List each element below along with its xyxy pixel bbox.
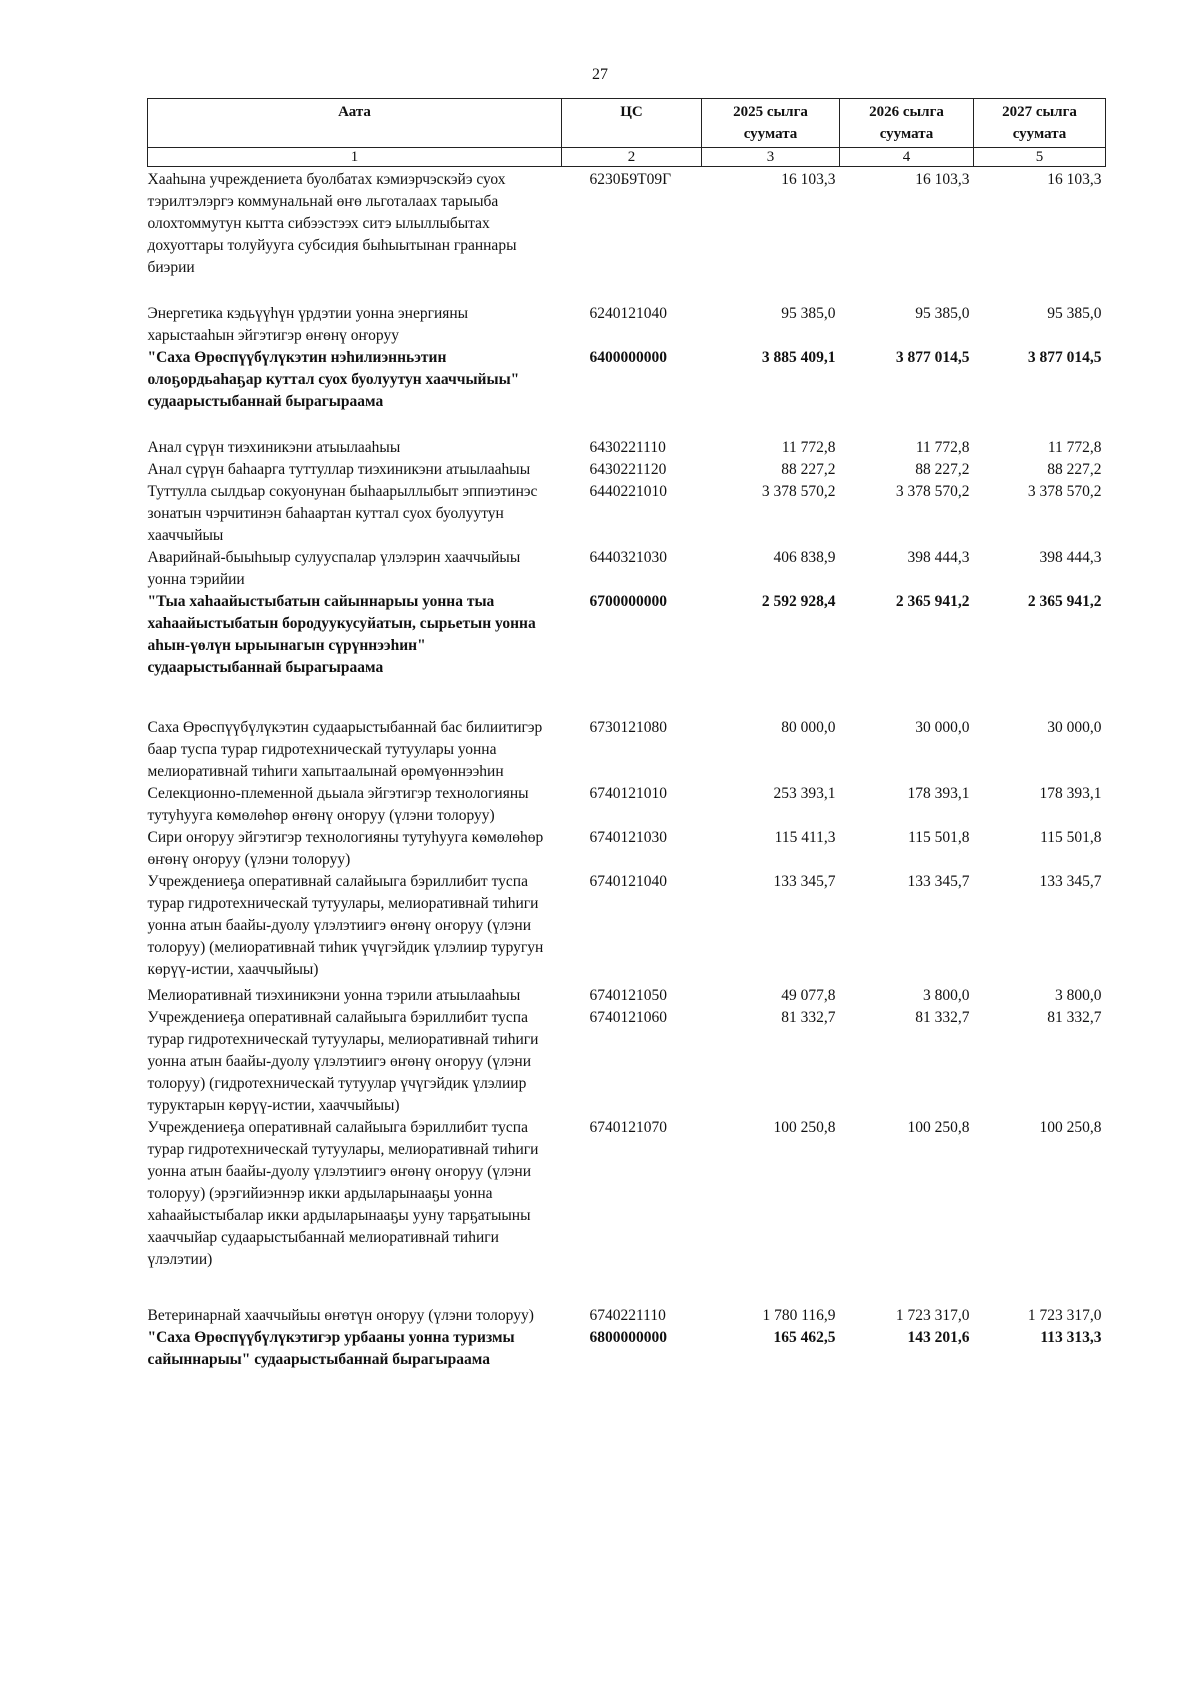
row-value-2027: 178 393,1	[1039, 785, 1102, 802]
row-value-2026: 2 365 941,2	[895, 593, 970, 610]
row-code: 6240121040	[589, 305, 667, 322]
row-value-2026: 178 393,1	[907, 785, 970, 802]
row-value-2025: 100 250,8	[773, 1119, 836, 1136]
table-row	[148, 303, 1106, 347]
row-name: "Саха Өрөспүүбүлүкэтин нэһилиэнньэтин олоҕордьаһаҕар куттал суох буолуутун хааччыйыы" судаарыстыбаннай бырагыраама	[147, 349, 520, 410]
row-name: Селекционно-племенной дьыала эйгэтигэр технологияны тутуһууга көмөлөһөр өҥөнү оҥоруу (үлэни толоруу)	[147, 785, 529, 824]
row-value-2026: 30 000,0	[915, 719, 970, 736]
row-value-2026: 81 332,7	[915, 1009, 970, 1026]
row-code: 6740221110	[589, 1307, 666, 1324]
row-name: Мелиоративнай тиэхиникэни уонна тэрили атыылааһыы	[147, 987, 521, 1004]
row-value-2026: 95 385,0	[915, 305, 970, 322]
row-value-2027: 1 723 317,0	[1027, 1307, 1102, 1324]
table-row	[148, 591, 1106, 717]
row-name: Туттулла сылдьар сокуонунан быһаарыллыбыт эппиэтинэс зонатын чэрчитинэн баһаартан куттал суох буолуутун хааччыйыы	[147, 483, 538, 544]
budget-table	[147, 98, 1106, 1371]
column-number: 3	[702, 148, 840, 167]
row-name: Ветеринарнай хааччыйыы өҥөтүн оҥоруу (үлэни толоруу)	[147, 1307, 534, 1324]
row-value-2027: 3 877 014,5	[1027, 349, 1102, 366]
row-value-2027: 81 332,7	[1047, 1009, 1102, 1026]
table-row	[148, 1305, 1106, 1327]
row-value-2026: 88 227,2	[915, 461, 970, 478]
row-name: Учреждениеҕа оперативнай салайыыга бэриллибит туспа турар гидротехническай тутуулары, мелиоративнай тиһиги уонна атын баайы-дуолу үлэлэтиигэ өҥөнү оҥоруу (үлэни толоруу) (эрэгийиэннэр икки ардыларынааҕы уонна хаһаайыстыбалар икки ардыларынааҕы ууну тарҕатыыны хааччыйар судаарыстыбаннай мелиоративнай тиһиги үлэлэтии)	[147, 1119, 539, 1268]
row-value-2027: 398 444,3	[1039, 549, 1102, 566]
row-code: 6740121040	[589, 873, 667, 890]
table-row	[148, 481, 1106, 547]
row-code: 6740121030	[589, 829, 667, 846]
table-row	[148, 167, 1106, 304]
row-code: 6800000000	[589, 1329, 667, 1346]
row-value-2027: 88 227,2	[1047, 461, 1102, 478]
row-value-2027: 113 313,3	[1040, 1329, 1102, 1346]
row-value-2027: 3 378 570,2	[1027, 483, 1102, 500]
row-value-2027: 11 772,8	[1047, 439, 1102, 456]
row-code: 6740121010	[589, 785, 667, 802]
row-value-2025: 95 385,0	[781, 305, 836, 322]
row-name: Анал сүрүн баһаарга туттуллар тиэхиникэни атыылааһыы	[147, 461, 531, 478]
header-2025: 2025 сылга суумата	[702, 99, 840, 148]
page-number: 27	[592, 66, 608, 83]
row-value-2026: 16 103,3	[915, 171, 970, 188]
column-number: 1	[148, 148, 562, 167]
row-code: 6440221010	[589, 483, 667, 500]
table-row	[148, 985, 1106, 1007]
row-value-2025: 11 772,8	[781, 439, 836, 456]
row-value-2026: 143 201,6	[907, 1329, 970, 1346]
row-code: 6430221110	[589, 439, 666, 456]
row-code: 6700000000	[589, 593, 667, 610]
table-row	[148, 1007, 1106, 1117]
row-value-2025: 406 838,9	[773, 549, 836, 566]
row-value-2027: 115 501,8	[1040, 829, 1102, 846]
table-row	[148, 783, 1106, 827]
row-name: Учреждениеҕа оперативнай салайыыга бэриллибит туспа турар гидротехническай тутуулары, мелиоративнай тиһиги уонна атын баайы-дуолу үлэлэтиигэ өҥөнү оҥоруу (үлэни толоруу) (гидротехническай тутуулар үчүгэйдик үлэлиир туруктарын көрүү-истии, хааччыйыы)	[147, 1009, 539, 1114]
row-value-2025: 16 103,3	[781, 171, 836, 188]
column-number: 5	[974, 148, 1106, 167]
table-row	[148, 547, 1106, 591]
row-code: 6440321030	[589, 549, 667, 566]
row-value-2025: 88 227,2	[781, 461, 836, 478]
row-value-2027: 95 385,0	[1047, 305, 1102, 322]
row-name: Хааһына учреждениета буолбатах кэмиэрчэскэйэ суох тэрилтэлэргэ коммунальнай өҥө льготалаах тарыыба олохтоммутун кытта сибээстээх ситэ ылыллыбытах дохуоттары толуйууга субсидия быһыытынан граннары биэрии	[147, 171, 517, 276]
row-code: 6400000000	[589, 349, 667, 366]
row-value-2025: 165 462,5	[773, 1329, 836, 1346]
row-value-2027: 16 103,3	[1047, 171, 1102, 188]
row-value-2025: 3 885 409,1	[761, 349, 836, 366]
row-name: Учреждениеҕа оперативнай салайыыга бэриллибит туспа турар гидротехническай тутуулары, мелиоративнай тиһиги уонна атын баайы-дуолу үлэлэтиигэ өҥөнү оҥоруу (үлэни толоруу) (мелиоративнай тиһик үчүгэйдик үлэлиир туругун көрүү-истии, хааччыйыы)	[147, 873, 544, 978]
row-code: 6430221120	[589, 461, 667, 478]
row-value-2027: 30 000,0	[1047, 719, 1102, 736]
header-code: ЦС	[562, 99, 702, 148]
table-row	[148, 827, 1106, 871]
table-row	[148, 871, 1106, 985]
table-row	[148, 347, 1106, 437]
column-numbers-row	[148, 148, 1106, 167]
row-name: Аварийнай-быыһыыр сулууспалар үлэлэрин хааччыйыы уонна тэрийии	[147, 549, 521, 588]
row-value-2025: 81 332,7	[781, 1009, 836, 1026]
row-value-2026: 100 250,8	[907, 1119, 970, 1136]
row-value-2027: 3 800,0	[1055, 987, 1102, 1004]
table-row	[148, 717, 1106, 783]
table-row	[148, 1327, 1106, 1371]
row-value-2026: 398 444,3	[907, 549, 970, 566]
table-row	[148, 459, 1106, 481]
row-value-2026: 115 501,8	[908, 829, 970, 846]
row-code: 6230Б9Т09Г	[589, 171, 672, 188]
row-value-2026: 3 877 014,5	[895, 349, 970, 366]
row-value-2025: 1 780 116,9	[762, 1307, 836, 1324]
header-name: Аата	[148, 99, 562, 148]
row-value-2026: 3 800,0	[923, 987, 970, 1004]
row-value-2026: 133 345,7	[907, 873, 970, 890]
row-name: Энергетика кэдьүүһүн үрдэтии уонна энергияны харыстааһын эйгэтигэр өҥөнү оҥоруу	[147, 305, 469, 344]
row-code: 6740121050	[589, 987, 667, 1004]
row-name: Саха Өрөспүүбүлүкэтин судаарыстыбаннай бас билиитигэр баар туспа турар гидротехническай тутуулары уонна мелиоративнай тиһиги хапытаалынай өрөмүөннээһин	[147, 719, 543, 780]
row-value-2026: 3 378 570,2	[895, 483, 970, 500]
column-number: 2	[562, 148, 702, 167]
header-2027: 2027 сылга суумата	[974, 99, 1106, 148]
row-value-2025: 3 378 570,2	[761, 483, 836, 500]
row-name: Анал сүрүн тиэхиникэни атыылааһыы	[147, 439, 401, 456]
header-2026: 2026 сылга суумата	[840, 99, 974, 148]
row-value-2026: 1 723 317,0	[895, 1307, 970, 1324]
table-body	[148, 167, 1106, 1372]
row-value-2025: 80 000,0	[781, 719, 836, 736]
row-value-2025: 115 411,3	[774, 829, 836, 846]
row-value-2026: 11 772,8	[915, 439, 970, 456]
column-number: 4	[840, 148, 974, 167]
row-value-2025: 133 345,7	[773, 873, 836, 890]
table-row	[148, 1117, 1106, 1305]
row-code: 6730121080	[589, 719, 667, 736]
row-value-2025: 2 592 928,4	[761, 593, 836, 610]
row-code: 6740121070	[589, 1119, 667, 1136]
row-value-2027: 100 250,8	[1039, 1119, 1102, 1136]
row-value-2027: 2 365 941,2	[1027, 593, 1102, 610]
row-name: "Тыа хаһаайыстыбатын сайыннарыы уонна тыа хаһаайыстыбатын бородуукусуйатын, сырьетын уонна аһын-үөлүн ырыынагын сүрүннээһин" судаарыстыбаннай бырагыраама	[147, 593, 536, 676]
row-name: Сири оҥоруу эйгэтигэр технологияны тутуһууга көмөлөһөр өҥөнү оҥоруу (үлэни толоруу)	[147, 829, 544, 868]
row-value-2025: 253 393,1	[773, 785, 836, 802]
table-row	[148, 437, 1106, 459]
row-value-2025: 49 077,8	[781, 987, 836, 1004]
table-header-row	[148, 99, 1106, 148]
row-code: 6740121060	[589, 1009, 667, 1026]
row-name: "Саха Өрөспүүбүлүкэтигэр урбааны уонна туризмы сайыннарыы" судаарыстыбаннай бырагыраама	[147, 1329, 515, 1368]
row-value-2027: 133 345,7	[1039, 873, 1102, 890]
